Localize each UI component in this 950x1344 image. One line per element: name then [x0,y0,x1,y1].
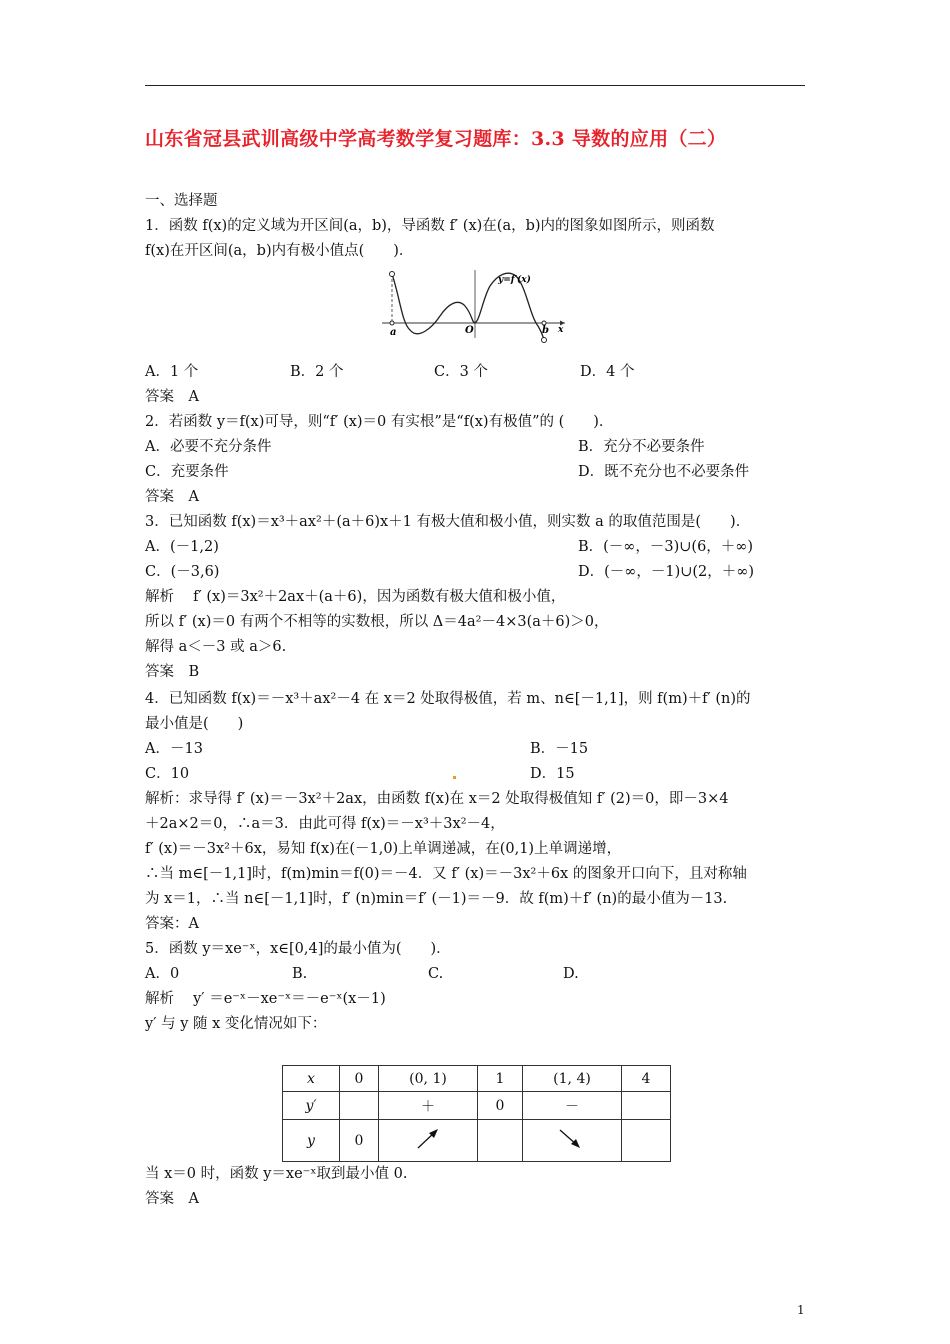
table-cell: 0 [340,1066,379,1092]
q1-option-b: B．2 个 [290,364,344,380]
q4-answer: 答案：A [145,916,199,932]
q5-analysis-2: y′ 与 y 随 x 变化情况如下： [145,1016,327,1032]
q4-analysis-5: 为 x＝1，∴当 n∈[－1,1]时，f′ (n)min＝f′ (－1)＝－9．故 f(m)＋f′ (n)的最小值为－13. [145,891,728,907]
q1-option-a: A．1 个 [145,364,199,380]
q2-option-d: D．既不充分也不必要条件 [578,464,750,480]
q2-option-c: C．充要条件 [145,464,229,480]
q4-option-c: C．10 [145,766,190,782]
q5-option-d: D. [563,966,579,982]
q4-analysis-1: 解析：求导得 f′ (x)＝－3x²＋2ax，由函数 f(x)在 x＝2 处取得极值知 f′ (2)＝0，即－3×4 [145,791,729,807]
table-cell-increasing [379,1120,478,1162]
q2-option-b: B．充分不必要条件 [578,439,705,455]
q5-analysis-1: 解析 y′ ＝e⁻ˣ－xe⁻ˣ＝－e⁻ˣ(x－1) [145,991,386,1007]
q2-stem: 2．若函数 y＝f(x)可导，则“f′ (x)＝0 有实根”是“f(x)有极值”的 ( )． [145,414,614,430]
table-row [283,1120,671,1162]
table-cell [622,1092,671,1120]
decreasing-arrow-icon [552,1124,592,1154]
q3-stem: 3．已知函数 f(x)＝x³＋ax²＋(a＋6)x＋1 有极大值和极小值，则实数 a 的取值范围是( )． [145,514,751,530]
q4-stem-2: 最小值是( ) [145,716,244,732]
label-b: b [542,325,549,336]
page-number: 1 [797,1303,805,1317]
table-cell: x [283,1066,340,1092]
q4-option-d: D．15 [530,766,575,782]
label-origin: O [465,325,474,336]
q4-option-b: B．－15 [530,741,589,757]
label-func: y=f′(x) [498,275,531,285]
q3-answer: 答案 B [145,664,200,680]
table-cell [478,1120,523,1162]
q4-analysis-3: f′ (x)＝－3x²＋6x，易知 f(x)在(－1,0)上单调递减，在(0,1)上单调递增， [145,841,622,857]
q3-analysis-1: 解析 f′ (x)＝3x²＋2ax＋(a＋6)，因为函数有极大值和极小值， [145,589,566,605]
q1-stem-line-1: 1．函数 f(x)的定义域为开区间(a，b)，导函数 f′ (x)在(a，b)内的图象如图所示，则函数 [145,218,715,234]
q2-answer: 答案 A [145,489,199,505]
increasing-arrow-icon [408,1124,448,1154]
table-cell: y′ [283,1092,340,1120]
table-cell: (0, 1) [379,1066,478,1092]
table-cell [622,1120,671,1162]
q4-option-a: A．－13 [145,741,203,757]
open-endpoint-b [542,338,547,343]
q3-option-a: A．(－1,2) [145,539,219,555]
table-row [283,1092,671,1120]
header-rule [145,85,805,86]
page-title: 山东省冠县武训高级中学高考数学复习题库：3.3 导数的应用（二） [145,128,727,150]
table-cell: (1, 4) [523,1066,622,1092]
open-endpoint-a [390,272,395,277]
stray-dot [453,776,456,779]
q3-option-c: C．(－3,6) [145,564,220,580]
label-a: a [390,327,397,338]
table-cell: y [283,1120,340,1162]
q1-option-d: D．4 个 [580,364,635,380]
q3-analysis-3: 解得 a＜－3 或 a＞6. [145,639,287,655]
q1-answer: 答案 A [145,389,199,405]
label-x: x [558,325,564,335]
table-cell: 4 [622,1066,671,1092]
section-heading: 一、选择题 [145,193,218,209]
q5-conclusion: 当 x＝0 时，函数 y＝xe⁻ˣ取到最小值 0. [145,1166,408,1182]
table-cell: 0 [478,1092,523,1120]
q5-option-c: C. [428,966,444,982]
table-cell: 0 [340,1120,379,1162]
q4-analysis-4: ∴当 m∈[－1,1]时，f(m)min＝f(0)＝－4．又 f′ (x)＝－3x²＋6x 的图象开口向下，且对称轴 [145,866,747,882]
table-cell-decreasing [523,1120,622,1162]
q1-stem-line-2: f(x)在开区间(a，b)内有极小值点( )． [145,243,414,259]
table-cell: 1 [478,1066,523,1092]
q2-option-a: A．必要不充分条件 [145,439,272,455]
table-cell: ＋ [379,1092,478,1120]
a-point [390,321,394,325]
q3-option-b: B．(－∞，－3)∪(6，＋∞) [578,539,754,555]
variation-table [282,1065,671,1162]
q5-option-b: B. [292,966,308,982]
q3-option-d: D．(－∞，－1)∪(2，＋∞) [578,564,755,580]
q5-answer: 答案 A [145,1191,199,1207]
table-row [283,1066,671,1092]
q3-analysis-2: 所以 f′ (x)＝0 有两个不相等的实数根，所以 Δ＝4a²－4×3(a＋6)＞0， [145,614,609,630]
table-cell [340,1092,379,1120]
derivative-graph [380,268,570,348]
q4-analysis-2: ＋2a×2＝0，∴a＝3．由此可得 f(x)＝－x³＋3x²－4， [145,816,505,832]
q4-stem-1: 4．已知函数 f(x)＝－x³＋ax²－4 在 x＝2 处取得极值，若 m、n∈[－1,1]，则 f(m)＋f′ (n)的 [145,691,751,707]
q5-option-a: A．0 [145,966,180,982]
q1-option-c: C．3 个 [434,364,488,380]
q5-stem: 5．函数 y＝xe⁻ˣ，x∈[0,4]的最小值为( )． [145,941,451,957]
table-cell: － [523,1092,622,1120]
